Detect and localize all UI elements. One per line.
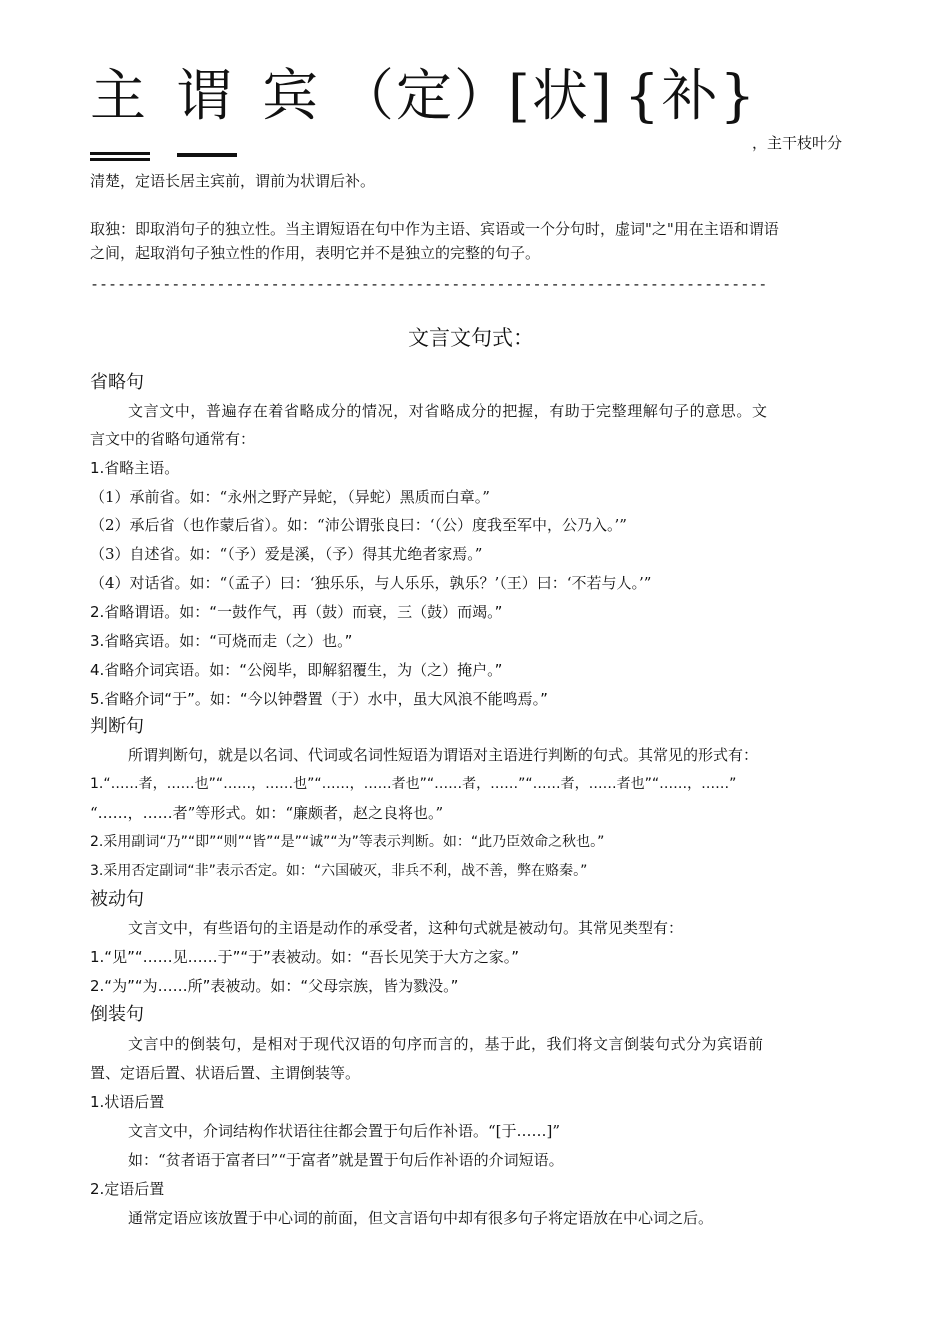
shenglue-item: 5.省略介词“于”。如：“今以钟磬置（于）水中，虽大风浪不能鸣焉。” (90, 690, 548, 708)
beidong-intro: 文言文中，有些语句的主语是动作的承受者，这种句式就是被动句。其常见类型有： (128, 919, 684, 937)
panduan-item: 3.采用否定副词“非”表示否定。如：“六国破灭，非兵不利，战不善，弊在赂秦。” (90, 863, 588, 879)
daozhuang-intro2: 置、定语后置、状语后置、主谓倒装等。 (90, 1064, 361, 1082)
daozhuang-paragraph: 通常定语应该放置于中心词的前面，但文言语句中却有很多句子将定语放在中心词之后。 (128, 1209, 714, 1227)
panduan-intro: 所谓判断句，就是以名词、代词或名词性短语为谓语对主语进行判断的句式。其常见的形式有： (128, 746, 759, 764)
section-heading-shenglue: 省略句 (90, 372, 144, 393)
panduan-item: 1.“……者，……也”“……，……也”“……，……者也”“……者，……”“……者，……者也”“……，……” (90, 776, 737, 792)
formula-object: 宾 (262, 64, 320, 129)
formula-predicate: 谓 (176, 64, 234, 129)
shenglue-item: 1.省略主语。 (90, 459, 180, 477)
quduo-line1: 取独：即取消句子的独立性。当主谓短语在句中作为主语、宾语或一个分句时，虚词"之"用在主语和谓语 (90, 220, 779, 238)
section-heading-panduan: 判断句 (90, 716, 144, 737)
section-heading-daozhuang: 倒装句 (90, 1004, 144, 1025)
daozhuang-paragraph: 如：“贫者语于富者曰”“于富者”就是置于句后作补语的介词短语。 (128, 1151, 564, 1169)
header-tail-text: ，主干枝叶分 (752, 134, 843, 152)
subject-double-underline-top (90, 152, 150, 155)
shenglue-item: 2.省略谓语。如：“一鼓作气，再（鼓）而衰，三（鼓）而竭。” (90, 603, 503, 621)
dashed-divider: --------------------------------------------------------------------------- (90, 275, 768, 293)
shenglue-item: 3.省略宾语。如：“可烧而走（之）也。” (90, 632, 353, 650)
daozhuang-paragraph: 文言文中，介词结构作状语往往都会置于句后作补语。“[于……]” (128, 1122, 561, 1140)
panduan-item: “……，……者”等形式。如：“廉颇者，赵之良将也。” (90, 804, 444, 822)
subject-double-underline-bottom (90, 158, 150, 161)
formula-subject: 主 (90, 64, 148, 129)
daozhuang-subheading: 2.定语后置 (90, 1180, 165, 1198)
shenglue-item: （4）对话省。如：“（孟子）曰：‘独乐乐，与人乐乐，孰乐？’（王）曰：‘不若与人。’” (90, 574, 652, 592)
panduan-item: 2.采用副词“乃”“即”“则”“皆”“是”“诚”“为”等表示判断。如：“此乃臣效命之秋也。” (90, 834, 605, 850)
daozhuang-intro1: 文言中的倒装句，是相对于现代汉语的句序而言的，基于此，我们将文言倒装句式分为宾语前 (128, 1035, 764, 1053)
sentence-structure-formula (90, 62, 757, 132)
shenglue-intro1: 文言文中，普遍存在着省略成分的情况，对省略成分的把握，有助于完整理解句子的意思。文 (128, 402, 768, 420)
header-line2: 清楚，定语长居主宾前，谓前为状谓后补。 (90, 172, 376, 190)
formula-attributive: （定） (338, 64, 512, 129)
formula-adverbial: [状] (508, 64, 614, 129)
beidong-item: 1.“见”“……见……于”“于”表被动。如：“吾长见笑于大方之家。” (90, 948, 519, 966)
formula-complement: {补} (624, 64, 758, 129)
shenglue-item: （1）承前省。如：“永州之野产异蛇，（异蛇）黑质而白章。” (90, 488, 490, 506)
daozhuang-subheading: 1.状语后置 (90, 1093, 165, 1111)
quduo-line2: 之间，起取消句子独立性的作用，表明它并不是独立的完整的句子。 (90, 244, 541, 262)
beidong-item: 2.“为”“为……所”表被动。如：“父母宗族，皆为戮没。” (90, 977, 459, 995)
section-heading-beidong: 被动句 (90, 889, 144, 910)
predicate-underline (177, 153, 237, 157)
shenglue-item: 4.省略介词宾语。如：“公阅毕，即解貂覆生，为（之）掩户。” (90, 661, 503, 679)
shenglue-item: （3）自述省。如：“（予）爱是溪，（予）得其尤绝者家焉。” (90, 545, 483, 563)
shenglue-item: （2）承后省（也作蒙后省）。如：“沛公谓张良曰：‘（公）度我至军中，公乃入。’” (90, 516, 627, 534)
page-title: 文言文句式： (408, 326, 534, 350)
shenglue-intro2: 言文中的省略句通常有： (90, 430, 256, 448)
